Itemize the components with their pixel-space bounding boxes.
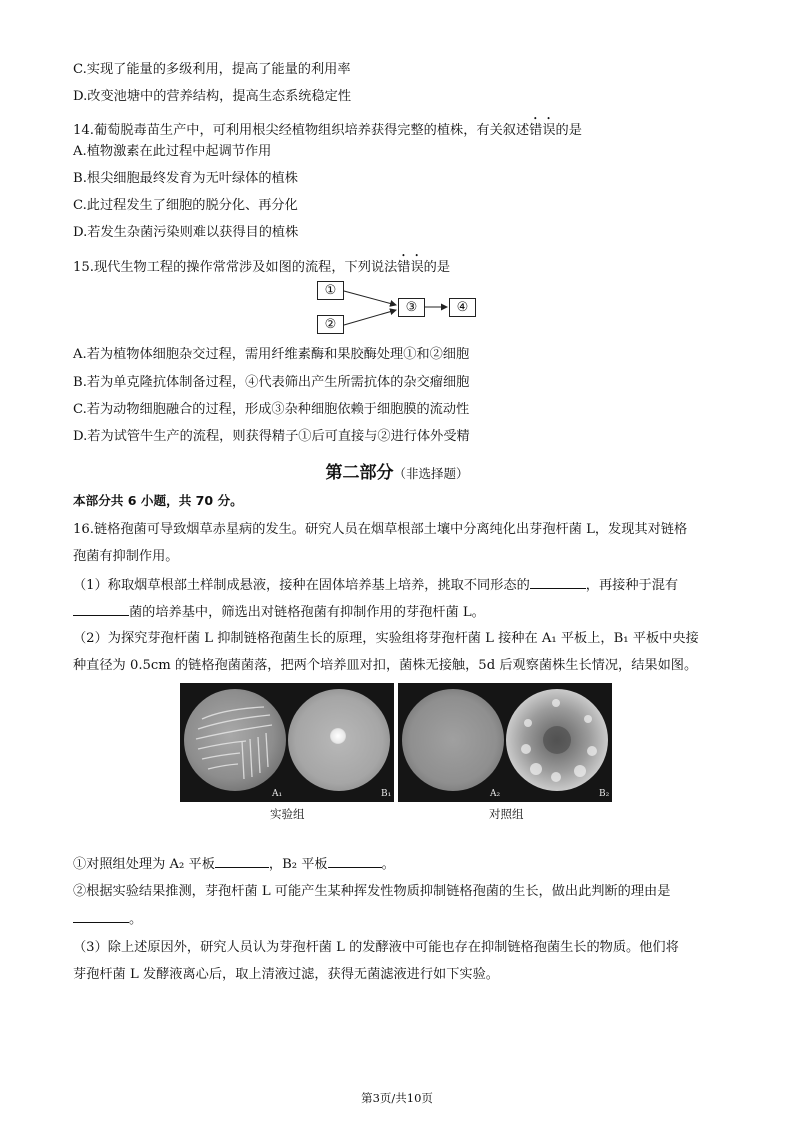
plate-a1	[184, 689, 286, 791]
q16-part1-line2: 菌的培养基中，筛选出对链格孢菌有抑制作用的芽孢杆菌 L。	[73, 603, 485, 622]
q14-option-c: C.此过程发生了细胞的脱分化、再分化	[73, 198, 298, 213]
answer-blank[interactable]	[215, 855, 269, 868]
bacterial-streak-lines	[184, 689, 286, 791]
answer-blank[interactable]	[530, 576, 586, 589]
flow-box-1: ①	[317, 281, 344, 300]
label-a2: A₂	[490, 789, 501, 799]
plate-b2	[506, 689, 608, 791]
q16-part1-line1: （1）称取烟草根部土样制成悬液，接种在固体培养基上培养，挑取不同形态的 ，再接种于混有	[73, 578, 679, 593]
flow-box-2: ②	[317, 315, 344, 334]
label-b2: B₂	[599, 789, 610, 799]
q14-stem: 14.葡萄脱毒苗生产中，可利用根尖经植物组织培养获得完整的植株，有关叙述错误的是	[73, 123, 582, 138]
answer-blank[interactable]	[328, 855, 382, 868]
page-footer: 第3页/共10页	[361, 1091, 433, 1105]
q15-option-d: D.若为试管牛生产的流程，则获得精子①后可直接与②进行体外受精	[73, 429, 470, 444]
control-group-photo	[398, 683, 612, 802]
q16-subq1: ①对照组处理为 A₂ 平板 ，B₂ 平板 。	[73, 857, 395, 872]
arrow-1-to-3	[344, 291, 396, 305]
q16-subq2-line2: 。	[73, 910, 142, 929]
flow-box-4: ④	[449, 298, 476, 317]
q16-subq2-line1: ②根据实验结果推测，芽孢杆菌 L 可能产生某种挥发性物质抑制链格孢菌的生长，做出此判断的理由是	[73, 884, 671, 899]
label-a1: A₁	[272, 789, 283, 799]
plate-b1	[288, 689, 390, 791]
caption-control-group: 对照组	[489, 807, 524, 821]
q16-part3-line1: （3）除上述原因外，研究人员认为芽孢杆菌 L 的发酵液中可能也存在抑制链格孢菌生长的物质。他们将	[73, 940, 679, 955]
q16-intro-line1: 16.链格孢菌可导致烟草赤星病的发生。研究人员在烟草根部土壤中分离纯化出芽孢杆菌 L，发现其对链格	[73, 522, 688, 537]
q15-stem: 15.现代生物工程的操作常常涉及如图的流程，下列说法错误的是	[73, 260, 451, 275]
q15-option-c: C.若为动物细胞融合的过程，形成③杂种细胞依赖于细胞膜的流动性	[73, 402, 470, 417]
experiment-group-photo	[180, 683, 394, 802]
q15-option-b: B.若为单克隆抗体制备过程，④代表筛出产生所需抗体的杂交瘤细胞	[73, 375, 470, 390]
arrow-2-to-3	[344, 310, 396, 325]
q16-part2-line1: （2）为探究芽孢杆菌 L 抑制链格孢菌生长的原理，实验组将芽孢杆菌 L 接种在 A₁ 平板上，B₁ 平板中央接	[73, 631, 699, 646]
small-fungal-colony	[330, 728, 346, 744]
answer-blank[interactable]	[73, 910, 129, 923]
q13-option-c: C.实现了能量的多级利用，提高了能量的利用率	[73, 62, 351, 77]
q15-option-a: A.若为植物体细胞杂交过程，需用纤维素酶和果胶酶处理①和②细胞	[73, 347, 470, 362]
q16-intro-line2: 孢菌有抑制作用。	[73, 549, 179, 564]
q14-option-b: B.根尖细胞最终发育为无叶绿体的植株	[73, 171, 298, 186]
q16-part2-line2: 种直径为 0.5cm 的链格孢菌菌落，把两个培养皿对扣，菌株无接触，5d 后观察菌株生长情况，结果如图。	[73, 658, 698, 673]
section-title: 第二部分	[325, 463, 394, 483]
flow-box-3: ③	[398, 298, 425, 317]
section-subtitle: （非选择题）	[393, 466, 469, 481]
q14-option-d: D.若发生杂菌污染则难以获得目的植株	[73, 225, 299, 240]
q13-option-d: D.改变池塘中的营养结构，提高生态系统稳定性	[73, 89, 352, 104]
q16-part3-line2: 芽孢杆菌 L 发酵液离心后，取上清液过滤，获得无菌滤液进行如下实验。	[73, 967, 499, 982]
caption-experiment-group: 实验组	[270, 807, 305, 821]
plate-a2	[402, 689, 504, 791]
section-heading	[0, 458, 794, 483]
answer-blank[interactable]	[73, 603, 129, 616]
label-b1: B₁	[381, 789, 392, 799]
section-note: 本部分共 6 小题，共 70 分。	[73, 493, 243, 508]
fungal-mycelium-texture	[506, 689, 608, 791]
q14-option-a: A.植物激素在此过程中起调节作用	[73, 144, 272, 159]
